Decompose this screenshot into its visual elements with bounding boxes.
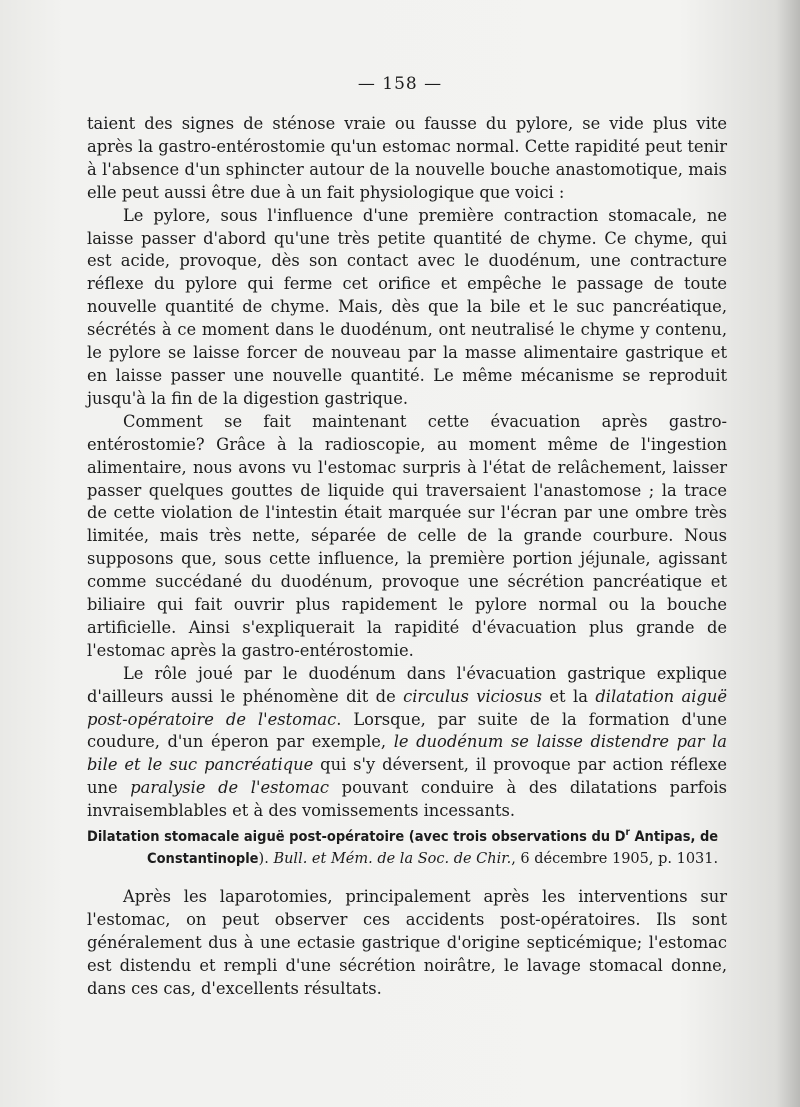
text-run: qui s'y déversent, il provoque par action réflexe une: [87, 755, 727, 798]
text-run: . Lorsque, par suite de la formation d'une coudure, d'un éperon par exemple,: [87, 709, 727, 752]
paragraph-3: Comment se fait maintenant cette évacuation après gastro-entérostomie? Grâce à la radioscopie, au moment même de l'ingestion alimentaire, nous avons vu l'estomac surpris à l'état de relâchement, laisser passer quelques gouttes de liquide qui traversaient l'anastomose ; la trace de cette violation de l'intestin était marquée sur l'écran par une ombre très limitée, mais très nette, séparée de celle de la grande courbure. Nous supposons que, sous cette influence, la première portion jéjunale, agissant comme succédané du duodénum, provoque une sécrétion pancréatique et biliaire qui fait ouvrir plus rapidement le pylore normal ou la bouche artificielle. Ainsi s'expliquerait la rapidité d'évacuation plus grande de l'estomac après la gastro-entérostomie.: [87, 411, 727, 660]
text-run: pouvant conduire à des dilatations parfois invraisemblables et à des vomissements incessants.: [87, 778, 727, 821]
reference-journal: Bull. et Mém. de la Soc. de Chir.: [273, 850, 512, 867]
bibliographic-reference: [87, 822, 727, 870]
body-section-1: [87, 113, 727, 823]
reference-city: Constantinople: [147, 850, 259, 867]
italic-term: paralysie de l'estomac: [130, 778, 330, 798]
paragraph-5: Après les laparotomies, principalement après les interventions sur l'estomac, on peut observer ces accidents post-opératoires. Ils sont généralement dus à une ectasie gastrique d'origine septicémique; l'estomac est distendu et rempli d'une sécrétion noirâtre, le lavage stomacal donne, dans ces cas, d'excellents résultats.: [87, 887, 727, 998]
paragraph-1: taient des signes de sténose vraie ou fausse du pylore, se vide plus vite après la gastro-entérostomie qu'un estomac normal. Cette rapidité peut tenir à l'absence d'un sphincter autour de la nouvelle bouche anastomotique, mais elle peut aussi être due à un fait physiologique que voici :: [87, 114, 727, 202]
paragraph-4: [87, 663, 727, 823]
reference-details: , 6 décembre 1905, p. 1031.: [511, 850, 719, 867]
body-section-2: [87, 886, 727, 1001]
italic-term: circulus viciosus: [403, 686, 543, 706]
page-number: — 158 —: [357, 74, 443, 94]
paragraph-2: Le pylore, sous l'influence d'une première contraction stomacale, ne laisse passer d'abord qu'une très petite quantité de chyme. Ce chyme, qui est acide, provoque, dès son contact avec le duodénum, une contracture réflexe du pylore qui ferme cet orifice et empêche le passage de toute nouvelle quantité de chyme. Mais, dès que la bile et le suc pancréatique, sécrétés à ce moment dans le duodénum, ont neutralisé le chyme y contenu, le pylore se laisse forcer de nouveau par la masse alimentaire gastrique et en laisse passer une nouvelle quantité. Le même mécanisme se reproduit jusqu'à la fin de la digestion gastrique.: [87, 205, 727, 408]
italic-term: le duodénum se laisse distendre par la bile et le suc pancréatique: [87, 732, 727, 775]
text-run: Le rôle joué par le duodénum dans l'évacuation gastrique explique d'ailleurs aussi le phénomène dit de: [87, 663, 727, 706]
reference-superscript: r: [625, 827, 630, 838]
italic-term: dilatation aiguë post-opératoire de l'estomac: [87, 686, 728, 729]
reference-separator: ).: [258, 850, 274, 867]
reference-line-2: [87, 848, 727, 870]
reference-title-end: Antipas, de: [629, 828, 719, 845]
text-run: et la: [542, 686, 596, 706]
reference-title: Dilatation stomacale aiguë post-opératoire (avec trois observations du D: [87, 828, 626, 845]
reference-line-1: [87, 822, 727, 848]
